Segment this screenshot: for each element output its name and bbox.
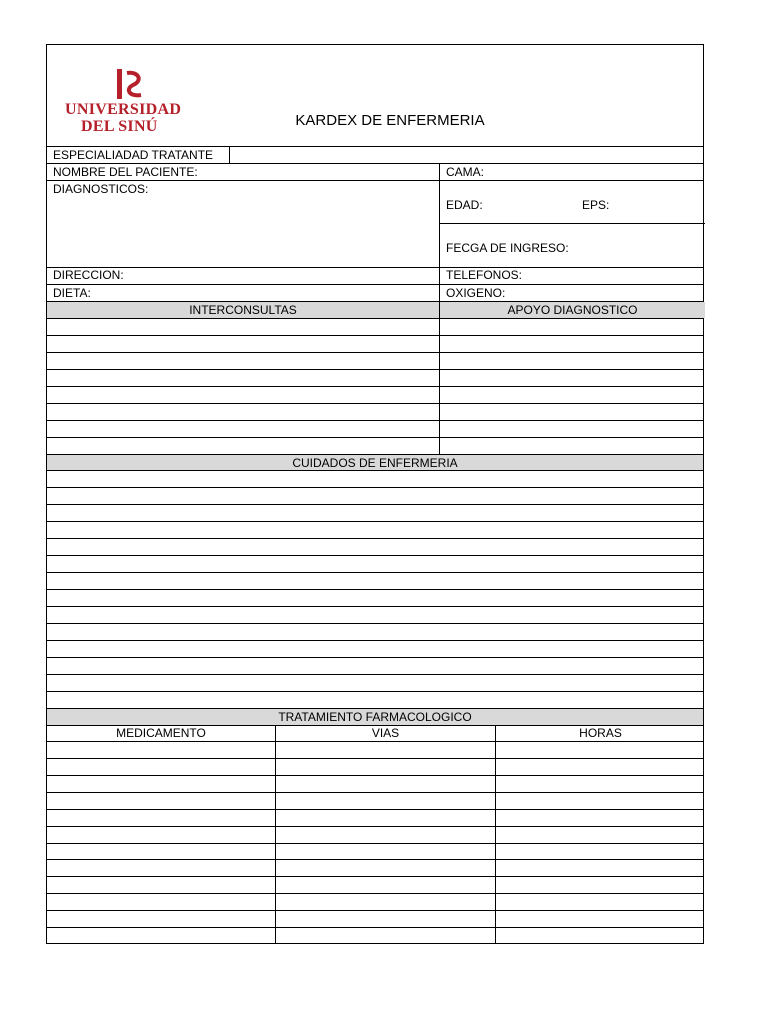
cuidados-row-line	[47, 538, 703, 539]
cuidados-row-line	[47, 572, 703, 573]
tratamiento-row-line	[47, 792, 703, 793]
eps-label: EPS:	[582, 198, 610, 212]
especialidad-field[interactable]	[230, 147, 704, 164]
interconsultas-row-line	[47, 335, 703, 336]
form-header	[47, 45, 703, 147]
telefonos-label: TELEFONOS:	[446, 268, 523, 282]
direccion-label: DIRECCION:	[53, 268, 124, 282]
dieta-label: DIETA:	[53, 286, 91, 300]
cama-label: CAMA:	[446, 165, 485, 179]
cuidados-row-line	[47, 606, 703, 607]
tratamiento-row-line	[47, 809, 703, 810]
form-title: KARDEX DE ENFERMERIA	[295, 112, 485, 129]
interconsultas-row-line	[47, 437, 703, 438]
cuidados-row-line	[47, 640, 703, 641]
apoyo-diagnostico-header: APOYO DIAGNOSTICO	[440, 302, 705, 318]
tratamiento-row-line	[47, 843, 703, 844]
cuidados-row-line	[47, 555, 703, 556]
interconsultas-row-line	[47, 403, 703, 404]
cuidados-row-line	[47, 657, 703, 658]
tratamiento-row-line	[47, 826, 703, 827]
especialidad-label: ESPECIALIADAD TRATANTE	[53, 148, 214, 162]
interconsultas-header: INTERCONSULTAS	[47, 302, 439, 318]
university-crest-icon	[99, 67, 159, 103]
cuidados-row-line	[47, 521, 703, 522]
edad-label: EDAD:	[446, 198, 483, 212]
tratamiento-row-line	[47, 910, 703, 911]
cuidados-row-line	[47, 674, 703, 675]
fecha-ingreso-label: FECGA DE INGRESO:	[446, 241, 569, 255]
kardex-form	[46, 44, 704, 944]
logo-text-del-sinu: DEL SINÚ	[81, 118, 158, 135]
cuidados-enfermeria-header: CUIDADOS DE ENFERMERIA	[47, 455, 703, 470]
tratamiento-row-line	[47, 927, 703, 928]
tratamiento-row-line	[47, 775, 703, 776]
tratamiento-farmacologico-header: TRATAMIENTO FARMACOLOGICO	[47, 709, 703, 725]
tratamiento-row-line	[47, 859, 703, 860]
medicamento-column-header: MEDICAMENTO	[116, 726, 206, 740]
cuidados-row-line	[47, 691, 703, 692]
logo-text-universidad: UNIVERSIDAD	[65, 101, 182, 118]
oxigeno-label: OXIGENO:	[446, 286, 506, 300]
nombre-paciente-label: NOMBRE DEL PACIENTE:	[53, 165, 198, 179]
tratamiento-row-line	[47, 893, 703, 894]
cuidados-row-line	[47, 589, 703, 590]
vias-column-header: VIAS	[371, 726, 400, 740]
cuidados-row-line	[47, 487, 703, 488]
cuidados-row-line	[47, 623, 703, 624]
interconsultas-row-line	[47, 420, 703, 421]
interconsultas-row-line	[47, 352, 703, 353]
tratamiento-row-line	[47, 758, 703, 759]
cuidados-row-line	[47, 504, 703, 505]
horas-column-header: HORAS	[579, 726, 622, 740]
interconsultas-row-line	[47, 386, 703, 387]
interconsultas-row-line	[47, 369, 703, 370]
diagnosticos-label[interactable]: DIAGNOSTICOS:	[53, 182, 149, 196]
tratamiento-row-line	[47, 876, 703, 877]
